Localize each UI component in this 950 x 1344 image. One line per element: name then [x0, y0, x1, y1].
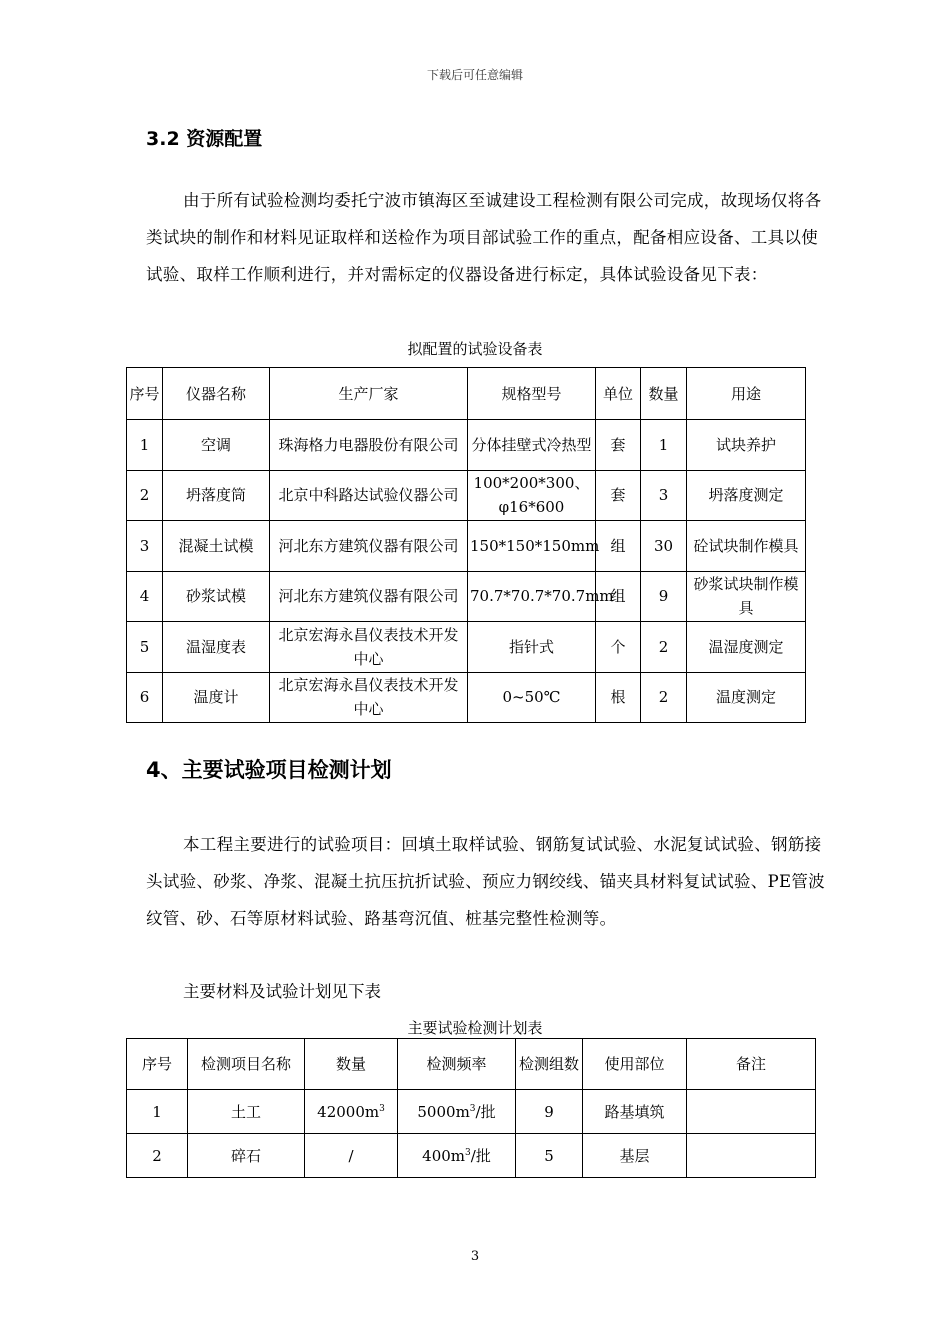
header-cell: 序号: [127, 1039, 188, 1090]
frequency-unit: /批: [470, 1146, 491, 1165]
superscript: 3: [469, 1103, 476, 1114]
table-cell: 组: [596, 571, 641, 622]
table-cell: 砼试块制作模具: [687, 521, 806, 572]
table-cell: 组: [596, 521, 641, 572]
superscript: 3: [465, 1147, 471, 1158]
header-cell: 用途: [687, 368, 806, 420]
table-row: [127, 622, 806, 673]
table-row: [127, 420, 806, 471]
header-cell: 使用部位: [583, 1039, 687, 1090]
plan-table: [126, 1038, 816, 1178]
table-cell: 砂浆试模: [163, 571, 270, 622]
table-cell: 2: [641, 672, 687, 723]
table-cell: 路基填筑: [583, 1090, 687, 1134]
header-note: 下载后可任意编辑: [426, 68, 523, 82]
plan-table-caption: 主要试验检测计划表: [407, 1019, 543, 1037]
table-cell: 5: [127, 622, 163, 673]
table-cell: [305, 1134, 398, 1178]
table-cell: 70.7*70.7*70.7mm: [468, 571, 596, 622]
table-cell: 个: [596, 622, 641, 673]
table-cell: 分体挂壁式冷热型: [468, 420, 596, 471]
table-cell: 指针式: [468, 622, 596, 673]
table-cell: 河北东方建筑仪器有限公司: [270, 521, 468, 572]
equipment-table-caption: 拟配置的试验设备表: [407, 340, 543, 358]
equipment-table: [126, 367, 806, 723]
table-cell: 套: [596, 470, 641, 521]
plan-intro: 主要材料及试验计划见下表: [183, 982, 381, 1001]
table-cell: 珠海格力电器股份有限公司: [270, 420, 468, 471]
table-row: [127, 672, 806, 723]
header-cell: 数量: [305, 1039, 398, 1090]
table-cell: [398, 1134, 516, 1178]
header-cell: 生产厂家: [270, 368, 468, 420]
table-cell: 砂浆试块制作模具: [687, 571, 806, 622]
table-header-row: [127, 1039, 816, 1090]
table-cell: [687, 1134, 816, 1178]
table-cell: 5: [516, 1134, 583, 1178]
table-cell: 坍落度测定: [687, 470, 806, 521]
table-cell: 碎石: [188, 1134, 305, 1178]
header-cell: 仪器名称: [163, 368, 270, 420]
header-cell: 规格型号: [468, 368, 596, 420]
frequency-value: 5000m: [417, 1102, 470, 1121]
table-row: [127, 521, 806, 572]
quantity-value: /: [348, 1146, 354, 1165]
table-cell: 温度计: [163, 672, 270, 723]
table-cell: 混凝土试模: [163, 521, 270, 572]
table-cell: [305, 1090, 398, 1134]
table-cell: 3: [641, 470, 687, 521]
table-cell: 1: [127, 420, 163, 471]
table-cell: 0~50℃: [468, 672, 596, 723]
section-4-title: 4、主要试验项目检测计划: [146, 758, 392, 782]
table-cell: 基层: [583, 1134, 687, 1178]
table-cell: 温度测定: [687, 672, 806, 723]
resource-paragraph: 由于所有试验检测均委托宁波市镇海区至诚建设工程检测有限公司完成，故现场仅将各类试块的制作和材料见证取样和送检作为项目部试验工作的重点，配备相应设备、工具以使试验、取样工作顺利进行，并对需标定的仪器设备进行标定，具体试验设备见下表：: [146, 191, 822, 284]
table-cell: 3: [127, 521, 163, 572]
table-cell: 2: [127, 1134, 188, 1178]
table-cell: 根: [596, 672, 641, 723]
header-cell: 数量: [641, 368, 687, 420]
frequency-value: 400m: [422, 1146, 466, 1165]
page-number: 3: [470, 1249, 480, 1264]
header-cell: 备注: [687, 1039, 816, 1090]
table-cell: 6: [127, 672, 163, 723]
table-cell: 30: [641, 521, 687, 572]
quantity-value: 42000m: [317, 1102, 380, 1121]
header-cell: 检测频率: [398, 1039, 516, 1090]
table-cell: 2: [641, 622, 687, 673]
header-cell: 单位: [596, 368, 641, 420]
table-cell: 北京宏海永昌仪表技术开发中心: [270, 672, 468, 723]
table-row: [127, 470, 806, 521]
table-cell: 试块养护: [687, 420, 806, 471]
table-cell: 100*200*300、φ16*600: [468, 470, 596, 521]
frequency-unit: /批: [475, 1102, 496, 1121]
table-cell: 温湿度测定: [687, 622, 806, 673]
test-items-paragraph: 本工程主要进行的试验项目：回填土取样试验、钢筋复试试验、水泥复试试验、钢筋接头试验、砂浆、净浆、混凝土抗压抗折试验、预应力钢绞线、锚夹具材料复试试验、PE管波纹管、砂、石等原材料试验、路基弯沉值、桩基完整性检测等。: [146, 835, 825, 928]
table-row: [127, 1134, 816, 1178]
table-cell: 2: [127, 470, 163, 521]
table-cell: 北京中科路达试验仪器公司: [270, 470, 468, 521]
table-cell: 4: [127, 571, 163, 622]
table-cell: [398, 1090, 516, 1134]
table-cell: 9: [516, 1090, 583, 1134]
table-cell: 1: [127, 1090, 188, 1134]
table-cell: 河北东方建筑仪器有限公司: [270, 571, 468, 622]
table-header-row: [127, 368, 806, 420]
table-row: [127, 1090, 816, 1134]
table-cell: 北京宏海永昌仪表技术开发中心: [270, 622, 468, 673]
table-cell: 土工: [188, 1090, 305, 1134]
table-cell: 坍落度筒: [163, 470, 270, 521]
table-cell: 1: [641, 420, 687, 471]
section-3-2-title: 3.2 资源配置: [146, 128, 263, 150]
table-cell: [687, 1090, 816, 1134]
table-cell: 套: [596, 420, 641, 471]
table-row: [127, 571, 806, 622]
table-cell: 9: [641, 571, 687, 622]
table-cell: 温湿度表: [163, 622, 270, 673]
header-cell: 检测项目名称: [188, 1039, 305, 1090]
table-cell: 空调: [163, 420, 270, 471]
superscript: 3: [379, 1103, 385, 1114]
header-cell: 检测组数: [516, 1039, 583, 1090]
header-cell: 序号: [127, 368, 163, 420]
table-cell: 150*150*150mm: [468, 521, 596, 572]
